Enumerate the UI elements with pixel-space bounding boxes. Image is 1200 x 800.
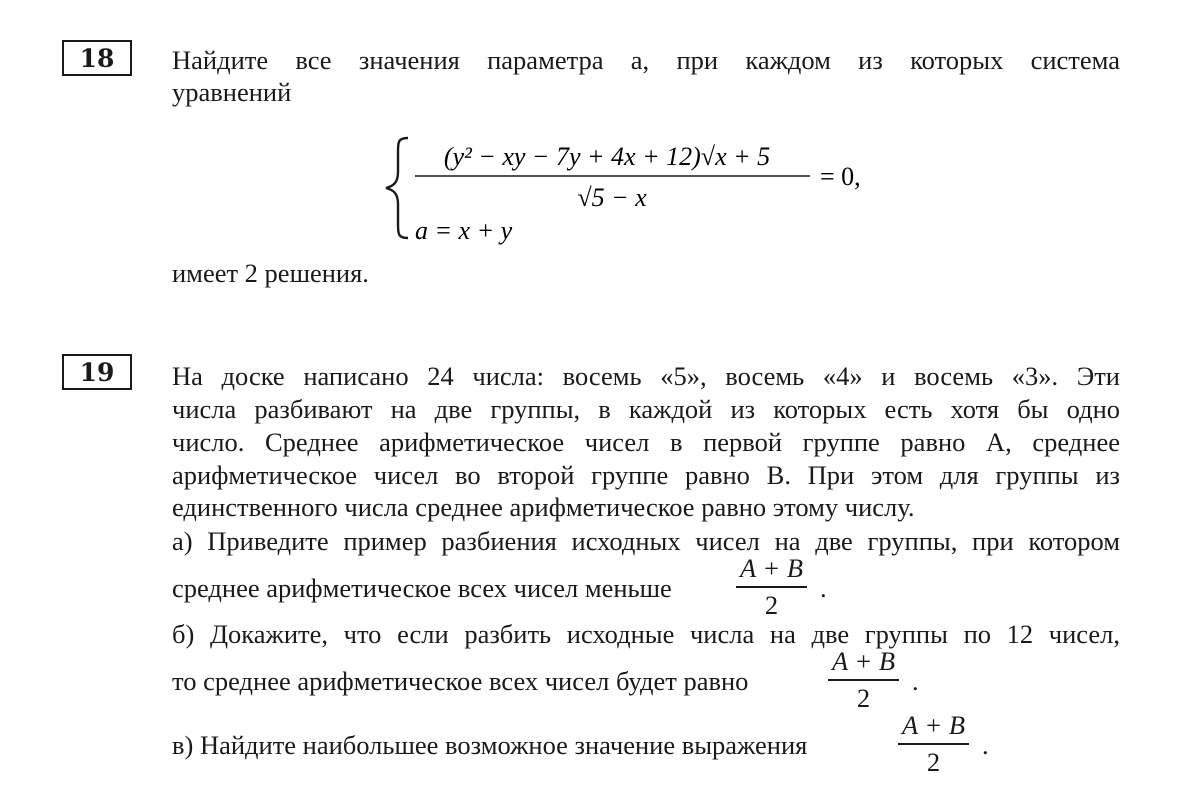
part-a-line2: среднее арифметическое всех чисел меньше [172, 573, 672, 603]
system-numerator: (y² − xy − 7y + 4x + 12)√x + 5 [443, 142, 771, 171]
part-c-fraction [898, 710, 969, 778]
part-c: в) Найдите наибольшее возможное значение выражения [172, 730, 808, 760]
problem-19-line2: числа разбивают на две группы, в каждой из которых есть хотя бы одно [172, 394, 1120, 424]
part-b-fraction-denominator: 2 [856, 682, 871, 713]
part-b-fraction-numerator: A + B [832, 646, 896, 676]
part-b-line2: то среднее арифметическое всех чисел будет равно [172, 666, 749, 696]
system-denominator: √5 − x [577, 183, 647, 212]
part-b-fraction [828, 646, 899, 714]
problem-19-line1: На доске написано 24 числа: восемь «5», восемь «4» и восемь «3». Эти [172, 361, 1120, 391]
problem-18-intro-line2: уравнений [172, 77, 292, 107]
part-a-fraction-denominator: 2 [764, 589, 779, 620]
part-a-period: . [820, 573, 827, 603]
problem-18-intro-line1: Найдите все значения параметра a, при каждом из которых система [172, 45, 1120, 75]
system-brace [386, 138, 408, 238]
equation-system [380, 120, 940, 255]
problem-18-conclusion: имеет 2 решения. [172, 258, 369, 288]
problem-19-line5: единственного числа среднее арифметическое равно этому числу. [172, 492, 915, 522]
part-b-line1: б) Докажите, что если разбить исходные числа на две группы по 12 чисел, [172, 619, 1120, 649]
part-c-fraction-denominator: 2 [926, 746, 941, 777]
system-second-equation: a = x + y [415, 216, 513, 245]
system-rhs: = 0, [820, 162, 861, 191]
part-a-fraction [736, 553, 807, 621]
part-a-fraction-numerator: A + B [740, 553, 804, 583]
part-a-line1: а) Приведите пример разбиения исходных чисел на две группы, при котором [172, 526, 1120, 556]
part-b-period: . [912, 666, 919, 696]
part-c-period: . [982, 730, 989, 760]
part-c-fraction-numerator: A + B [902, 710, 966, 740]
problem-number-18: 18 [62, 40, 132, 76]
problem-number-19: 19 [62, 354, 132, 390]
problem-19-line4: арифметическое чисел во второй группе равно B. При этом для группы из [172, 460, 1120, 490]
problem-19-line3: число. Среднее арифметическое чисел в первой группе равно A, среднее [172, 427, 1120, 457]
